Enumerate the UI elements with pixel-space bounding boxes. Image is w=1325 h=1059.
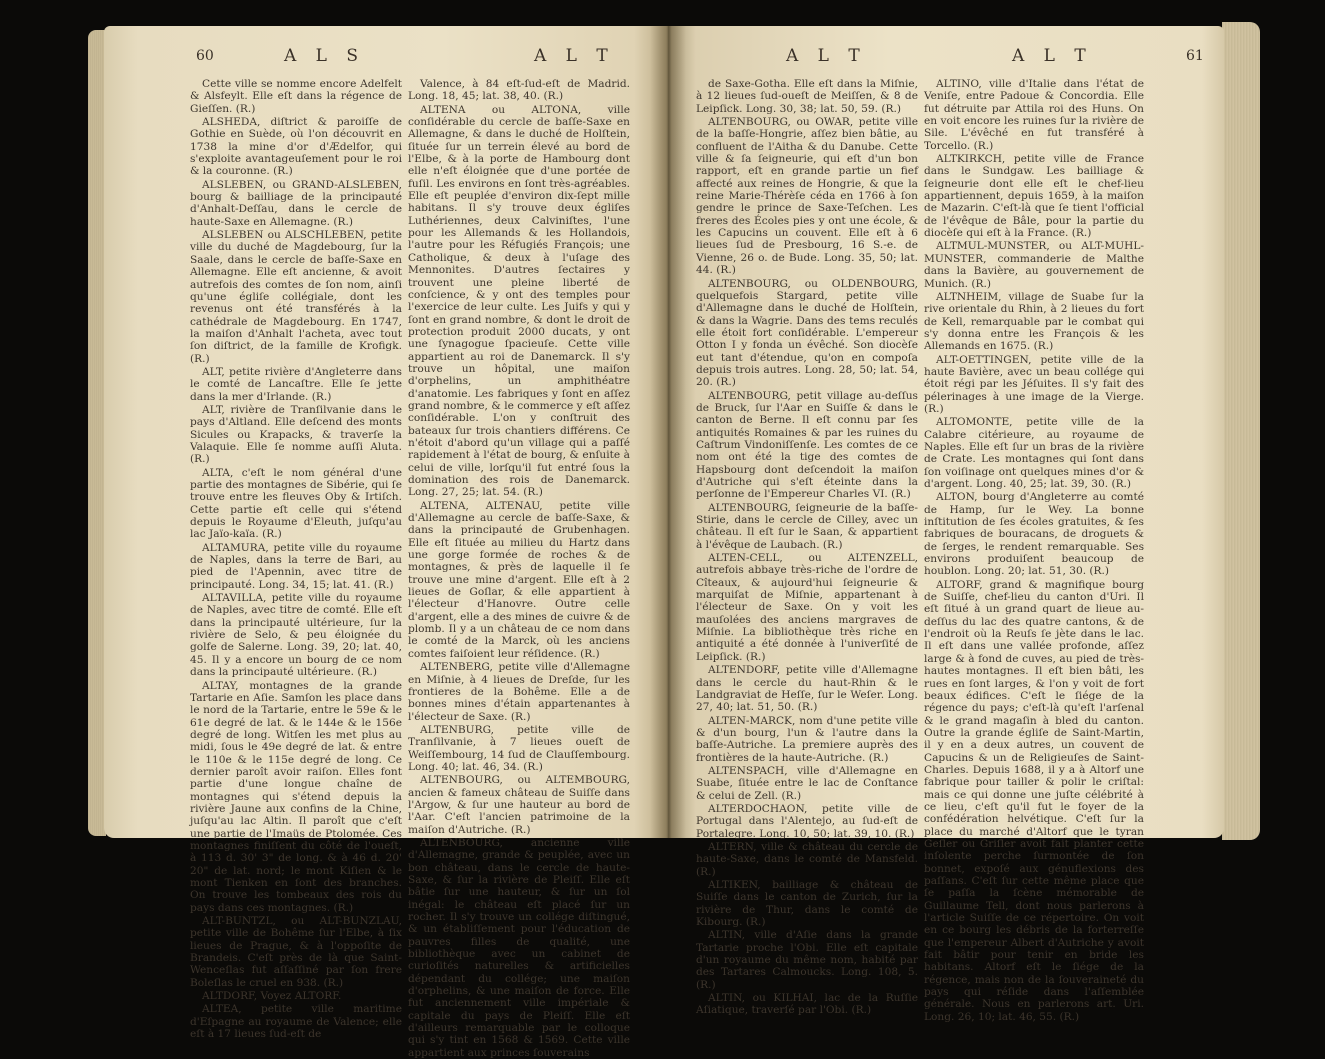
dictionary-entry: ALTIN, ou KILHAI, lac de la Ruſſie Aſiatique, traverſé par l'Obi. (R.): [696, 992, 918, 1017]
left-running-head: [104, 46, 668, 70]
book-gutter: [650, 26, 686, 838]
dictionary-entry: ALTDORF, Voyez ALTORF.: [202, 990, 342, 1003]
left-head-word-2: A L T: [534, 46, 615, 66]
dictionary-entry: ALTIN, ville d'Aſie dans la grande Tartarie proche l'Obi. Elle eſt capitale d'un royaume du même nom, habité par des Tartares Calmoucks. Long. 108, 5. (R.): [696, 929, 918, 991]
dictionary-entry: ALTON, bourg d'Angleterre au comté de Hamp, ſur le Wey. La bonne inſtitution de ſes écoles gratuites, & ſes fabriques de bouracans, de droguets & de ſerges, le rendent remarquable. Ses environs produiſent beaucoup de houblon. Long. 20; lat. 51, 30. (R.): [924, 491, 1144, 578]
right-column-1: [696, 78, 918, 1017]
dictionary-entry: ALTIKEN, bailliage & château de Suiſſe dans le canton de Zurich, ſur la rivière de Thur, dans le comté de Kibourg. (R.): [696, 879, 918, 929]
dictionary-entry: Valence, à 84 eſt-ſud-eſt de Madrid. Long. 18, 45; lat. 38, 40. (R.): [408, 78, 630, 103]
dictionary-entry: ALTENBOURG, ſeigneurie de la baſſe-Stirie, dans le cercle de Cilley, avec un château. Il eſt ſur le Saan, & appartient à l'évêque de Laubach. (R.): [696, 501, 918, 551]
right-page-number: 61: [1186, 48, 1204, 64]
dictionary-entry: ALT, petite rivière d'Angleterre dans le comté de Lancaſtre. Elle ſe jette dans la mer d'Irlande. (R.): [190, 365, 402, 403]
dictionary-entry: ALTOMONTE, petite ville de la Calabre citérieure, au royaume de Naples. Elle eſt ſur un bras de la rivière de Crate. Les montagnes qui ſont dans ſon voiſinage ont quelques mines d'or & d'argent. Long. 40, 25; lat. 39, 30. (R.): [924, 416, 1144, 490]
dictionary-entry: ALTINO, ville d'Italie dans l'état de Veniſe, entre Padoue & Concordia. Elle fut détruite par Attila roi des Huns. On en voit encore les ruines ſur la rivière de Sile. L'évêché en fut transféré à Torcello. (R.): [924, 78, 1144, 152]
dictionary-entry: ALSLEBEN ou ALSCHLEBEN, petite ville du duché de Magdebourg, ſur la Saale, dans le cercle de baſſe-Saxe en Allemagne. Elle eſt ancienne, & avoit autrefois des comtes de ſon nom, ainſi qu'une égliſe collégiale, dont les revenus ont été transférés à la cathédrale de Magdebourg. En 1747, la maiſon d'Anhalt l'acheta, avec tout ſon diſtrict, de la famille de Krofigk. (R.): [190, 229, 402, 365]
dictionary-entry: ALTAMURA, petite ville du royaume de Naples, dans la terre de Bari, au pied de l'Apennin, avec titre de principauté. Long. 34, 15; lat. 41. (R.): [190, 541, 402, 591]
left-column-1: [190, 78, 402, 1041]
left-column-2: [408, 78, 630, 1059]
dictionary-entry: ALTENSPACH, ville d'Allemagne en Suabe, ſituée entre le lac de Conſtance & celui de Zell. (R.): [696, 764, 918, 802]
right-head-word-1: A L T: [786, 46, 867, 66]
dictionary-entry: ALTENBOURG, ancienne ville d'Allemagne, grande & peuplée, avec un bon château, dans le cercle de haute-Saxe, & ſur la rivière de Pleiſſ. Elle eſt bâtie ſur une hauteur, & ſur un ſol inégal: le château eſt placé ſur un rocher. Il s'y trouve un collége diſtingué, & un établiſſement pour l'éducation de pauvres filles de qualité, une bibliothèque avec un cabinet de curioſités naturelles & artificielles dépendant du collége; une maiſon d'orphelins, & une maiſon de force. Elle fut anciennement ville impériale & capitale du pays de Pleiſſ. Elle eſt d'ailleurs remarquable par le colloque qui s'y tint en 1568 & 1569. Cette ville appartient aux princes ſouverains: [408, 836, 630, 1059]
dictionary-entry: ALTENBOURG, ou ALTEMBOURG, ancien & fameux château de Suiſſe dans l'Argow, & ſur une hauteur au bord de l'Aar. C'eſt l'ancien patrimoine de la maiſon d'Autriche. (R.): [408, 774, 630, 836]
right-page-edges: [1222, 22, 1260, 840]
right-running-head: [668, 46, 1224, 70]
dictionary-entry: ALTENBOURG, petit village au-deſſus de Bruck, ſur l'Aar en Suiſſe & dans le canton de Berne. Il eſt connu par ſes antiquités Romaines & par les ruines du Caſtrum Vindoniſſenſe. Les comtes de ce nom ont été la tige des comtes de Hapsbourg dont deſcendoit la maiſon d'Autriche qui s'eſt éteinte dans la perſonne de l'Empereur Charles VI. (R.): [696, 389, 918, 501]
dictionary-entry: de Saxe-Gotha. Elle eſt dans la Miſnie, à 12 lieues ſud-oueſt de Meiſſen, & 8 de Leipſick. Long. 30, 38; lat. 50, 59. (R.): [696, 78, 918, 115]
dictionary-entry: ALTERDOCHAON, petite ville de Portugal dans l'Alentejo, au ſud-eſt de Portalegre. Long. 10, 50; lat. 39, 10. (R.): [696, 802, 918, 840]
dictionary-entry: ALTAY, montagnes de la grande Tartarie en Aſie. Samſon les place dans le nord de la Tartarie, entre le 59e & le 61e degré de lat. & le 144e & le 156e degré de long. Witſen les met plus au midi, ſous le 49e degré de lat. & entre le 110e & le 115e degré de long. Ce dernier paroît avoir raiſon. Elles font partie d'une longue chaîne de montagnes qui s'étend depuis la rivière Jaune aux confins de la Chine, juſqu'au lac Altin. Il paroît que c'eſt une partie de l'Imaüs de Ptolomée. Ces montagnes finiſſent du côté de l'oueſt, à 113 d. 30' 3" de long. & à 46 d. 20' 20" de lat. nord; le mont Kiſien & le mont Tienken en ſont des branches. On trouve les tombeaux des rois du pays dans ces montagnes. (R.): [190, 679, 402, 914]
dictionary-entry: ALTEA, petite ville maritime d'Eſpagne au royaume de Valence; elle eſt à 17 lieues ſud-eſt de: [190, 1003, 402, 1041]
right-page: [668, 26, 1224, 1023]
right-head-word-2: A L T: [1012, 46, 1093, 66]
dictionary-entry: ALTERN, ville & château du cercle de haute-Saxe, dans le comté de Mansfeld. (R.): [696, 840, 918, 878]
dictionary-entry: ALTEN-CELL, ou ALTENZELL, autrefois abbaye très-riche de l'ordre de Cîteaux, & aujourd'hui ſeigneurie & marquiſat de Miſnie, appartenant à l'électeur de Saxe. On y voit les mauſolées des anciens margraves de Miſnie. La bibliothèque très riche en antiquité a été donnée à l'univerſité de Leipſick. (R.): [696, 552, 918, 663]
left-page: [104, 26, 668, 1059]
left-page-number: 60: [196, 48, 214, 64]
left-head-word-1: A L S: [284, 46, 366, 66]
dictionary-entry: ALTNHEIM, village de Suabe ſur la rive orientale du Rhin, à 2 lieues du fort de Kell, remarquable par le combat qui s'y donna entre les François & les Allemands en 1675. (R.): [924, 290, 1144, 353]
dictionary-entry: ALTENBOURG, ou OLDENBOURG, quelquefois Stargard, petite ville d'Allemagne dans le duché de Holſtein, & dans la Wagrie. Dans des tems reculés elle étoit fort conſidérable. L'empereur Otton I y fonda un évêché. Son diocèſe eut tant d'étendue, qu'on en compoſa depuis trois autres. Long. 28, 50; lat. 54, 20. (R.): [696, 277, 918, 389]
dictionary-entry: ALSLEBEN, ou GRAND-ALSLEBEN, bourg & bailliage de la principauté d'Anhalt-Deſſau, dans le cercle de haute-Saxe en Allemagne. (R.): [190, 178, 402, 228]
dictionary-entry: ALT-OETTINGEN, petite ville de la haute Bavière, avec un beau collége qui étoit régi par les Jéſuites. Il s'y fait des pélerinages à une image de la Vierge. (R.): [924, 353, 1144, 415]
dictionary-entry: ALSHEDA, diſtrict & paroiſſe de Gothie en Suède, où l'on découvrit en 1738 la mine d'or d'Ædelfor, qui s'exploite avantageuſement pour le roi & la couronne. (R.): [190, 116, 402, 178]
dictionary-entry: ALTMUL-MUNSTER, ou ALT-MUHL-MUNSTER, commanderie de Malthe dans la Bavière, au gouvernement de Munich. (R.): [924, 240, 1144, 290]
dictionary-entry: ALT-BUNTZL, ou ALT-BUNZLAU, petite ville de Bohême ſur l'Elbe, à ſix lieues de Prague, & à l'oppoſite de Brandeis. C'eſt près de là que Saint-Wenceſlas fut aſſaſſiné par ſon frere Boleſlas le cruel en 938. (R.): [190, 915, 402, 989]
dictionary-entry: ALTENA, ALTENAU, petite ville d'Allemagne au cercle de baſſe-Saxe, & dans la principauté de Grubenhagen. Elle eſt ſituée au milieu du Hartz dans une gorge formée de roches & de montagnes, & près de laquelle il ſe trouve une mine d'argent. Elle eſt à 2 lieues de Goſlar, & elle appartient à l'électeur d'Hanovre. Outre celle d'argent, elle a des mines de cuivre & de plomb. Il y a un château de ce nom dans le comté de la Marck, où les anciens comtes faiſoient leur réſidence. (R.): [408, 499, 630, 660]
right-column-2: [924, 78, 1144, 1023]
dictionary-entry: ALTENBERG, petite ville d'Allemagne en Miſnie, à 4 lieues de Dreſde, ſur les frontieres de la Bohême. Elle a de bonnes mines d'étain appartenantes à l'électeur de Saxe. (R.): [408, 661, 630, 723]
dictionary-entry: ALTENBOURG, ou OWAR, petite ville de la baſſe-Hongrie, aſſez bien bâtie, au confluent de l'Aitha & du Danube. Cette ville & ſa ſeigneurie, qui eſt d'un bon rapport, eſt en grande partie un fief affecté aux reines de Hongrie, & que la reine Marie-Thérèſe céda en 1766 à ſon gendre le prince de Saxe-Teſchen. Les freres des Écoles pies y ont une école, & les Capucins un couvent. Elle eſt à 6 lieues ſud de Presbourg, 16 S.-e. de Vienne, 26 o. de Bude. Long. 35, 50; lat. 44. (R.): [696, 116, 918, 277]
dictionary-entry: ALTENA ou ALTONA, ville conſidérable du cercle de baſſe-Saxe en Allemagne, & dans le duché de Holſtein, ſituée ſur un terrein élevé au bord de l'Elbe, & à la porte de Hambourg dont elle n'eſt éloignée que d'une portée de fuſil. Les environs en ſont très-agréables. Elle eſt peuplée d'environ dix-ſept mille habitans. Il s'y trouve deux égliſes Luthériennes, deux Calviniſtes, l'une pour les Allemands & les Hollandois, l'autre pour les Réfugiés François; une Catholique, & deux à l'uſage des Mennonites. D'autres ſectaires y trouvent une pleine liberté de conſcience, & y ont des temples pour l'exercice de leur culte. Les Juifs y qui y ſont en grand nombre, & dont le droit de protection produit 2000 ducats, y ont une ſynagogue ſpacieuſe. Cette ville appartient au roi de Danemarck. Il s'y trouve un hôpital, une maiſon d'orphelins, un amphithéatre d'anatomie. Les fabriques y ſont en aſſez grand nombre, & le commerce y eſt aſſez conſidérable. L'on y conſtruit des bateaux ſur trois chantiers différens. Ce n'étoit d'abord qu'un village qui a paſſé rapidement à l'état de bourg, & enſuite à celui de ville, lorſqu'il fut entré ſous la domination des rois de Danemarck. Long. 27, 25; lat. 54. (R.): [408, 103, 630, 499]
dictionary-entry: ALTKIRKCH, petite ville de France dans le Sundgaw. Les bailliage & ſeigneurie dont elle eſt le chef-lieu appartiennent, depuis 1659, à la maiſon de Mazarin. C'eſt-là que ſe tient l'official de l'évêque de Bâle, pour la partie du diocèſe qui eſt à la France. (R.): [924, 153, 1144, 240]
dictionary-entry: ALTAVILLA, petite ville du royaume de Naples, avec titre de comté. Elle eſt dans la principauté ultérieure, ſur la rivière de Selo, & peu éloignée du golfe de Salerne. Long. 39, 20; lat. 40, 45. Il y a encore un bourg de ce nom dans la principauté ultérieure. (R.): [190, 592, 402, 679]
dictionary-entry: ALTENDORF, petite ville d'Allemagne dans le cercle du haut-Rhin & le Landgraviat de Heſſe, ſur le Weſer. Long. 27, 40; lat. 51, 50. (R.): [696, 664, 918, 714]
dictionary-entry: ALTORF, grand & magnifique bourg de Suiſſe, chef-lieu du canton d'Uri. Il eſt ſitué à un grand quart de lieue au-deſſus du lac des quatre cantons, & de l'endroit où la Reuſs ſe jète dans le lac. Il eſt dans une vallée profonde, aſſez large & à fond de cuves, au pied de très-hautes montagnes. Il eſt bien bâti, les rues en ſont larges, & l'on y voit de fort beaux édifices. C'eſt le ſiége de la régence du pays; c'eſt-là qu'eſt l'arſenal & le grand magaſin à bled du canton. Outre la grande égliſe de Saint-Martin, il y en a deux autres, un couvent de Capucins & un de Religieuſes de Saint-Charles. Depuis 1688, il y a à Altorf une fabrique pour tailler & polir le criſtal: mais ce qui donne une juſte célébrité à ce lieu, c'eſt qu'il fut le foyer de la confédération helvétique. C'eſt ſur la place du marché d'Altorf que le tyran Geſler ou Griſler avoit fait planter cette inſolente perche ſurmontée de ſon bonnet, expoſé aux génuflexions des paſſans. C'eſt ſur cette même place que ſe paſſa la ſcène mémorable de Guillaume Tell, dont nous parlerons à l'article Suiſſe de ce répertoire. On voit en ce bourg les débris de la forterreſſe que l'empereur Albert d'Autriche y avoit fait bâtir pour tenir en bride les habitans. Altorf eſt le ſiége de la régence, mais non de la ſouveraineté du pays qui réſide dans l'aſſemblée générale. Nous en parlerons art. Uri. Long. 26, 10; lat. 46, 55. (R.): [924, 578, 1144, 1023]
dictionary-entry: ALTEN-MARCK, nom d'une petite ville & d'un bourg, l'un & l'autre dans la baſſe-Autriche. La premiere auprès des frontières de la haute-Autriche. (R.): [696, 714, 918, 764]
dictionary-entry: Cette ville se nomme encore Adelfelt & Alsfeylt. Elle eſt dans la régence de Gieſſen. (R.): [190, 78, 402, 115]
dictionary-entry: ALT, rivière de Tranſilvanie dans le pays d'Altland. Elle deſcend des monts Sicules ou Krapacks, & traverſe la Valaquie. Elle ſe nomme auſſi Aluta. (R.): [190, 403, 402, 466]
dictionary-entry: ALTENBURG, petite ville de Tranſilvanie, à 7 lieues oueſt de Weiſſembourg, 14 ſud de Clauſſembourg. Long. 40; lat. 46, 34. (R.): [408, 723, 630, 773]
dictionary-entry: ALTA, c'eſt le nom général d'une partie des montagnes de Sibérie, qui ſe trouve entre les fleuves Oby & Irtiſch. Cette partie eſt celle qui s'étend depuis le Royaume d'Eleuth, juſqu'au lac Jaïo-kaïa. (R.): [190, 466, 402, 541]
